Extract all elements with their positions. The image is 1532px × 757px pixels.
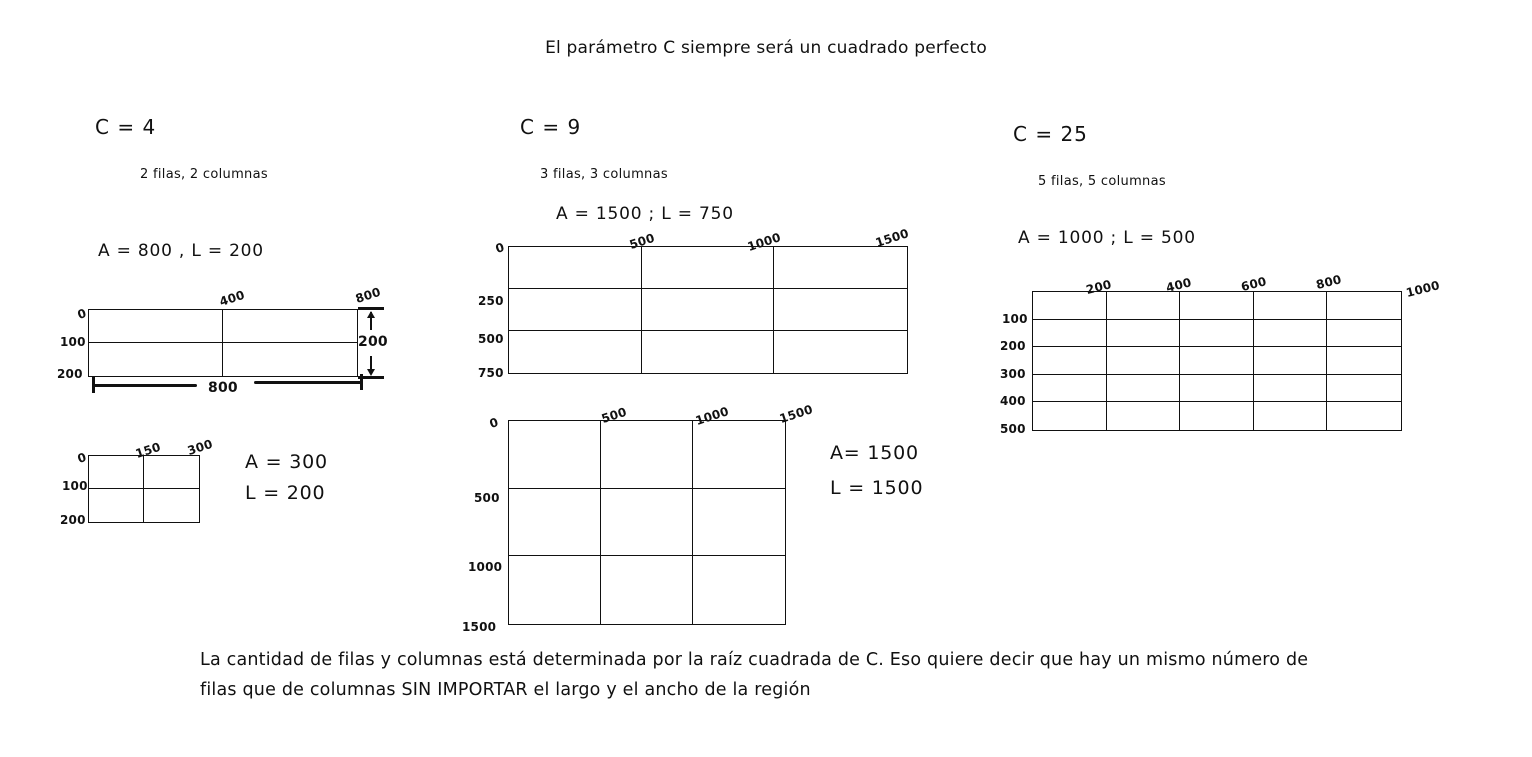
grid-cell	[1180, 347, 1254, 375]
case-label-c9: C = 9	[520, 115, 582, 139]
grid-c4-d2	[88, 455, 200, 523]
grid-cell	[509, 421, 601, 489]
grid-cell	[1254, 347, 1328, 375]
grid-cell	[1254, 402, 1328, 430]
grid-cell	[1327, 375, 1401, 403]
width-bracket-right-cap	[360, 374, 363, 390]
formula-c9-d2-line2: L = 1500	[830, 477, 924, 499]
grid-cell	[774, 289, 907, 331]
xtick-c25-3: 800	[1314, 272, 1343, 292]
xtick-c9-d1-3: 1500	[873, 226, 911, 250]
xtick-c9-d2-2: 1000	[693, 404, 731, 428]
grid-cell	[509, 289, 642, 331]
ytick-c25-0: 100	[1002, 312, 1028, 326]
ytick-c4-d1-1: 200	[57, 367, 83, 381]
grid-c9-d1	[508, 246, 908, 374]
height-arrow-up-icon	[367, 311, 375, 318]
grid-cell	[1327, 402, 1401, 430]
ytick-c25-2: 300	[1000, 367, 1026, 381]
height-arrow-down-icon	[367, 369, 375, 376]
xtick-c25-2: 600	[1239, 274, 1268, 294]
width-bracket-left	[92, 384, 197, 387]
ytick-c25-1: 200	[1000, 339, 1026, 353]
height-label-c4-d1: 200	[358, 334, 388, 350]
grid-cell	[1107, 402, 1181, 430]
formula-c4-d2-line1: A = 300	[245, 451, 328, 473]
grid-cell	[509, 331, 642, 373]
case-subtitle-c25: 5 filas, 5 columnas	[1038, 174, 1166, 189]
grid-cell	[693, 556, 785, 624]
ytick-c9-d2-0: 500	[474, 491, 500, 505]
xtick-c4-d1-2: 800	[353, 284, 383, 306]
grid-c25-d1	[1032, 291, 1402, 431]
xtick-c4-d1-1: 400	[217, 287, 247, 309]
case-label-c25: C = 25	[1013, 122, 1088, 146]
grid-cell	[774, 331, 907, 373]
grid-cell	[1180, 402, 1254, 430]
grid-cell	[89, 310, 223, 343]
ytick-c9-d1-2: 750	[478, 366, 504, 380]
grid-cell	[1254, 292, 1328, 320]
width-label-c4-d1: 800	[208, 380, 238, 396]
grid-cell	[1327, 292, 1401, 320]
xtick-c4-d2-0: 0	[75, 450, 89, 466]
grid-cell	[1327, 347, 1401, 375]
xtick-c9-d2-3: 1500	[777, 402, 815, 426]
grid-cell	[1107, 375, 1181, 403]
ytick-c4-d2-1: 200	[60, 513, 86, 527]
footer-note: La cantidad de filas y columnas está determinada por la raíz cuadrada de C. Eso quiere decir que hay un mismo número de filas que de columnas SIN IMPORTAR el largo y el ancho de la región	[200, 650, 1309, 700]
grid-c4-d1	[88, 309, 358, 377]
xtick-c4-d2-1: 150	[133, 439, 163, 461]
xtick-c9-d2-0: 0	[487, 415, 501, 431]
formula-c25-d1: A = 1000 ; L = 500	[1018, 228, 1196, 248]
grid-cell	[89, 343, 223, 376]
grid-cell	[89, 456, 144, 489]
grid-cell	[223, 310, 357, 343]
formula-c9-d2-line1: A= 1500	[830, 442, 919, 464]
page-title: El parámetro C siempre será un cuadrado perfecto	[545, 38, 987, 58]
ytick-c9-d1-1: 500	[478, 332, 504, 346]
grid-cell	[1180, 375, 1254, 403]
grid-cell	[1033, 402, 1107, 430]
ytick-c4-d2-0: 100	[62, 479, 88, 493]
formula-c4-d1: A = 800 , L = 200	[98, 241, 264, 261]
ytick-c9-d1-0: 250	[478, 294, 504, 308]
grid-cell	[509, 556, 601, 624]
grid-cell	[1254, 375, 1328, 403]
grid-cell	[1033, 375, 1107, 403]
xtick-c9-d1-2: 1000	[745, 230, 783, 254]
case-subtitle-c9: 3 filas, 3 columnas	[540, 167, 668, 182]
formula-c4-d2-line2: L = 200	[245, 482, 326, 504]
grid-cell	[1033, 320, 1107, 348]
formula-c9-d1: A = 1500 ; L = 750	[556, 204, 734, 224]
ytick-c4-d1-0: 100	[60, 335, 86, 349]
grid-cell	[1107, 320, 1181, 348]
grid-cell	[693, 489, 785, 557]
grid-cell	[1180, 320, 1254, 348]
grid-cell	[642, 331, 775, 373]
grid-c9-d2	[508, 420, 786, 625]
xtick-c4-d1-0: 0	[75, 306, 89, 322]
grid-cell	[601, 489, 693, 557]
grid-cell	[601, 421, 693, 489]
grid-cell	[1180, 292, 1254, 320]
grid-cell	[601, 556, 693, 624]
grid-cell	[1033, 347, 1107, 375]
grid-cell	[1107, 347, 1181, 375]
case-label-c4: C = 4	[95, 115, 157, 139]
width-bracket-left-cap	[92, 377, 95, 393]
case-subtitle-c4: 2 filas, 2 columnas	[140, 167, 268, 182]
grid-cell	[144, 456, 199, 489]
grid-cell	[1254, 320, 1328, 348]
xtick-c9-d1-1: 500	[627, 230, 657, 252]
grid-cell	[223, 343, 357, 376]
width-bracket-right	[254, 381, 362, 384]
xtick-c25-0: 200	[1084, 277, 1113, 297]
grid-cell	[89, 489, 144, 522]
ytick-c9-d2-1: 1000	[468, 560, 503, 574]
grid-cell	[693, 421, 785, 489]
ytick-c9-d2-2: 1500	[462, 620, 497, 634]
grid-cell	[1107, 292, 1181, 320]
grid-cell	[642, 289, 775, 331]
grid-cell	[144, 489, 199, 522]
xtick-c4-d2-2: 300	[185, 436, 215, 458]
grid-cell	[1033, 292, 1107, 320]
grid-cell	[1327, 320, 1401, 348]
grid-cell	[509, 247, 642, 289]
grid-cell	[774, 247, 907, 289]
ytick-c25-4: 500	[1000, 422, 1026, 436]
xtick-c9-d2-1: 500	[599, 404, 629, 426]
xtick-c9-d1-0: 0	[493, 240, 507, 256]
xtick-c25-4: 1000	[1404, 278, 1442, 300]
xtick-c25-1: 400	[1164, 275, 1193, 295]
grid-cell	[509, 489, 601, 557]
ytick-c25-3: 400	[1000, 394, 1026, 408]
height-bracket-top-cap	[358, 307, 384, 310]
grid-cell	[642, 247, 775, 289]
